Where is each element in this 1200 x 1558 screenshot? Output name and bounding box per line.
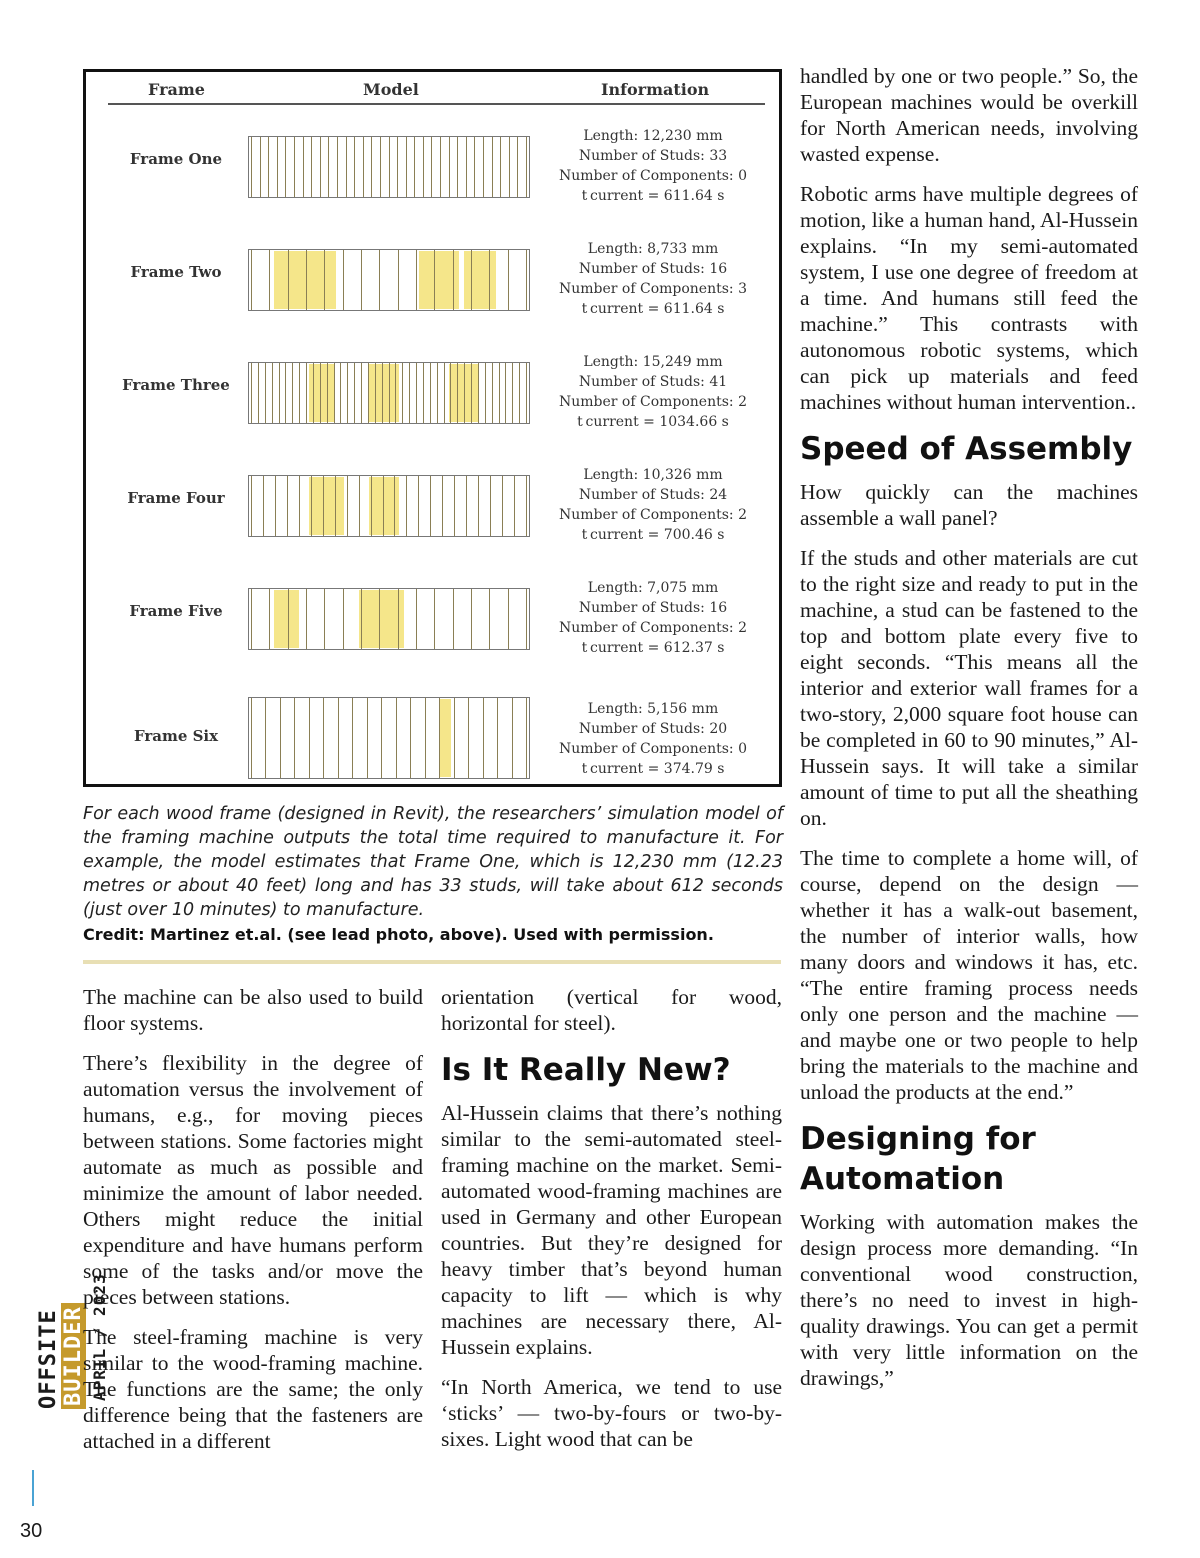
frame-stud	[303, 137, 304, 197]
frame-stud	[526, 250, 527, 310]
magazine-side-label	[36, 1229, 109, 1409]
frame-stud	[251, 698, 252, 778]
frame-stud	[442, 476, 443, 536]
frame-stud	[526, 476, 527, 536]
frame-stud	[505, 363, 506, 423]
frame-stud	[468, 698, 469, 778]
frame-stud	[389, 137, 390, 197]
frame-info	[538, 239, 768, 319]
frame-studs: Number of Studs: 16	[578, 600, 728, 616]
frame-row	[86, 689, 779, 789]
frame-stud	[406, 137, 407, 197]
frame-stud	[263, 476, 264, 536]
frame-stud	[464, 363, 465, 423]
paragraph: How quickly can the machines assemble a wall panel?	[800, 480, 1138, 530]
paragraph: If the studs and other materials are cut to the right size and ready to put in the machine, a stud can be fastened to the top and bottom plate every five to eight seconds. “This means all the interior and exterior wall frames for a two-story, 2,000 square foot house can be completed in 60 to 90 minutes,” Al-Hussein says. It will take a similar amount of time to put all the sheathing on.	[800, 546, 1138, 830]
frame-length: Length: 7,075 mm	[587, 580, 719, 596]
paragraph: The steel-framing machine is very similar to the wood-framing machine. The functions are the same; the only difference being that the fasteners are attached in a different	[83, 1325, 423, 1453]
frame-stud	[485, 363, 486, 423]
frame-stud	[279, 363, 280, 423]
frame-stud	[347, 476, 348, 536]
frame-stud	[285, 363, 286, 423]
frame-stud	[335, 476, 336, 536]
frame-stud	[361, 589, 362, 649]
frame-stud	[526, 137, 527, 197]
frame-stud	[410, 698, 411, 778]
section-heading-speed-of-assembly: Speed of Assembly	[800, 431, 1133, 467]
frame-model	[248, 475, 530, 537]
frame-stud	[439, 698, 440, 778]
frame-stud	[508, 589, 509, 649]
frame-stud	[288, 250, 289, 310]
frame-stud	[251, 250, 252, 310]
frame-component-panel	[274, 590, 299, 648]
frame-stud	[430, 363, 431, 423]
frame-components: Number of Components: 2	[558, 507, 747, 523]
frame-stud	[327, 363, 328, 423]
frame-stud	[292, 363, 293, 423]
frame-components: Number of Components: 2	[558, 620, 747, 636]
frame-row	[86, 576, 779, 676]
paragraph: Al-Hussein claims that there’s nothing similar to the semi-automated steel-framing machine on the market. Semi-automated wood-framing machines are used in Germany and other European countries. But they’re designed for heavy timber that’s beyond human capacity to lift — which is why machines are necessary there, Al-Hussein explains.	[441, 1101, 782, 1359]
frame-stud	[454, 698, 455, 778]
paragraph: orientation (vertical for wood, horizontal for steel).	[441, 985, 782, 1035]
frame-stud	[499, 363, 500, 423]
frame-stud	[361, 363, 362, 423]
frame-stud	[251, 363, 252, 423]
frame-row	[86, 463, 779, 563]
frame-stud	[352, 698, 353, 778]
frame-stud	[478, 476, 479, 536]
frame-label: Frame Four	[127, 489, 225, 507]
frame-stud	[334, 363, 335, 423]
frame-stud	[454, 476, 455, 536]
frame-length: Length: 15,249 mm	[583, 354, 723, 370]
frame-stud	[324, 589, 325, 649]
frame-stud	[361, 250, 362, 310]
frame-stud	[453, 589, 454, 649]
frame-stud	[294, 698, 295, 778]
frame-length: Length: 10,326 mm	[583, 467, 723, 483]
frame-stud	[383, 476, 384, 536]
frame-stud	[394, 476, 395, 536]
frame-stud	[437, 363, 438, 423]
frame-components: Number of Components: 3	[558, 281, 747, 297]
frame-stud	[512, 363, 513, 423]
frame-time: t current = 612.37 s	[581, 640, 725, 656]
header-model: Model	[363, 80, 419, 99]
frame-info	[538, 126, 768, 206]
frame-row	[86, 350, 779, 450]
frame-stud	[294, 137, 295, 197]
frame-stud	[431, 137, 432, 197]
article-column-2	[441, 984, 782, 1466]
frame-stud	[288, 589, 289, 649]
frame-stud	[478, 363, 479, 423]
frame-stud	[347, 363, 348, 423]
frame-stud	[416, 363, 417, 423]
frame-stud	[425, 698, 426, 778]
frame-component-panel	[309, 477, 344, 535]
frame-stud	[328, 137, 329, 197]
section-heading-designing-for-automation: Designing for Automation	[800, 1121, 1036, 1197]
frame-stud	[397, 137, 398, 197]
frame-stud	[466, 137, 467, 197]
frame-stud	[275, 476, 276, 536]
frame-stud	[414, 137, 415, 197]
frame-stud	[402, 363, 403, 423]
figure-header	[106, 80, 766, 104]
frame-row	[86, 124, 779, 224]
frame-model	[248, 249, 530, 311]
frame-model	[248, 136, 530, 198]
page-number: 30	[20, 1520, 43, 1542]
section-heading-is-it-really-new: Is It Really New?	[441, 1052, 731, 1088]
frame-stud	[416, 589, 417, 649]
frame-stud	[306, 363, 307, 423]
frame-stud	[508, 250, 509, 310]
frame-stud	[526, 589, 527, 649]
frame-stud	[343, 250, 344, 310]
frame-studs: Number of Studs: 20	[578, 721, 728, 737]
frame-stud	[440, 137, 441, 197]
frame-component-panel	[274, 251, 336, 309]
frame-stud	[354, 137, 355, 197]
frame-label: Frame Two	[130, 263, 222, 281]
frame-stud	[381, 698, 382, 778]
frame-stud	[497, 698, 498, 778]
frame-stud	[453, 250, 454, 310]
frame-stud	[398, 250, 399, 310]
frame-stud	[251, 589, 252, 649]
issue-date: APRIL / 2023	[90, 1273, 109, 1401]
frame-component-panel	[439, 699, 451, 777]
frame-studs: Number of Studs: 16	[578, 261, 728, 277]
frame-time: t current = 611.64 s	[581, 188, 725, 204]
frame-stud	[368, 363, 369, 423]
frame-stud	[423, 363, 424, 423]
frame-stud	[409, 363, 410, 423]
paragraph: The machine can be also used to build floor systems.	[83, 985, 423, 1035]
brand-builder: BUILDER	[61, 1303, 86, 1409]
frame-studs: Number of Studs: 33	[578, 148, 728, 164]
frame-stud	[423, 137, 424, 197]
paragraph: handled by one or two people.” So, the European machines would be overkill for North American needs, involving wasted expense.	[800, 64, 1138, 166]
frame-label: Frame Three	[122, 376, 230, 394]
frame-stud	[380, 137, 381, 197]
paragraph: There’s flexibility in the degree of automation versus the involvement of humans, e.g., for moving pieces between stations. Some factories might automate as much as possible and minimize the amount of labor needed. Others might reduce the initial expenditure and have humans perform some of the tasks and/or move the pieces between stations.	[83, 1051, 423, 1309]
frame-components: Number of Components: 0	[558, 741, 747, 757]
frame-stud	[483, 137, 484, 197]
frame-stud	[265, 363, 266, 423]
frame-model	[248, 362, 530, 424]
paragraph: “In North America, we tend to use ‘sticks’ — two-by-fours or two-by-sixes. Light wood that can be	[441, 1375, 782, 1451]
frame-model	[248, 588, 530, 650]
frame-stud	[457, 363, 458, 423]
frame-stud	[379, 250, 380, 310]
frame-stud	[418, 476, 419, 536]
figure-caption: For each wood frame (designed in Revit), the researchers’ simulation model of the framing machine outputs the total time required to manufacture it. For example, the model estimates that Frame One, which is 12,230 mm (12.23 metres or about 40 feet) long and has 33 studs, will take about 612 seconds (just over 10 minutes) to manufacture.	[83, 804, 783, 920]
frame-stud	[519, 363, 520, 423]
frame-stud	[434, 250, 435, 310]
frame-stud	[444, 363, 445, 423]
frame-stud	[398, 589, 399, 649]
frame-stud	[251, 137, 252, 197]
frame-stud	[320, 363, 321, 423]
frame-stud	[492, 137, 493, 197]
figure-header-rule	[108, 103, 765, 105]
frame-studs: Number of Studs: 24	[578, 487, 728, 503]
frame-stud	[379, 589, 380, 649]
frame-stud	[526, 698, 527, 778]
frame-time: t current = 1034.66 s	[577, 414, 729, 430]
frame-stud	[449, 137, 450, 197]
frame-stud	[313, 363, 314, 423]
frame-stud	[323, 476, 324, 536]
frame-stud	[466, 476, 467, 536]
frame-studs: Number of Studs: 41	[578, 374, 728, 390]
frame-stud	[430, 476, 431, 536]
brand-offsite: OFFSITE	[36, 1309, 61, 1409]
frame-stud	[324, 250, 325, 310]
paragraph: Robotic arms have multiple degrees of motion, like a human hand, Al-Hussein explains. “In my semi-automated system, I use one degree of freedom at a time. And humans still feed the machine.” This contrasts with autonomous robotic systems, which can pick up materials and feed machines without human intervention..	[800, 182, 1138, 414]
frame-stud	[311, 137, 312, 197]
frame-stud	[280, 698, 281, 778]
frame-stud	[483, 698, 484, 778]
frame-info	[538, 699, 768, 779]
frame-stud	[306, 250, 307, 310]
paragraph: Working with automation makes the design process more demanding. “In conventional wood construction, there’s no need to invest in high-quality drawings. You can get a permit with very little information on the drawings,”	[800, 1210, 1138, 1390]
frame-component-panel	[464, 251, 496, 309]
frame-time: t current = 374.79 s	[581, 761, 725, 777]
frame-stud	[490, 476, 491, 536]
frame-label: Frame Five	[129, 602, 223, 620]
frame-stud	[287, 476, 288, 536]
frame-stud	[323, 698, 324, 778]
frame-stud	[343, 589, 344, 649]
frame-stud	[375, 363, 376, 423]
side-accent-rule	[32, 1470, 34, 1506]
frame-stud	[406, 476, 407, 536]
paragraph: The time to complete a home will, of course, depend on the design — whether it has a walk-out basement, the number of interior walls, how many doors and windows it has, etc. “The entire framing process needs only one person and the machine — and maybe one or two people to help bring the materials to the machine and unload the products at the end.”	[800, 846, 1138, 1104]
header-frame: Frame	[148, 80, 205, 99]
frame-stud	[396, 698, 397, 778]
frame-label: Frame Six	[133, 727, 219, 745]
frame-stud	[416, 250, 417, 310]
frame-stud	[471, 250, 472, 310]
frame-stud	[258, 363, 259, 423]
frame-stud	[395, 363, 396, 423]
frame-stud	[299, 476, 300, 536]
frame-label: Frame One	[129, 150, 223, 168]
frame-stud	[269, 589, 270, 649]
frame-time: t current = 700.46 s	[581, 527, 725, 543]
frame-stud	[363, 137, 364, 197]
article-column-3	[800, 63, 1138, 1405]
frame-stud	[340, 363, 341, 423]
frame-stud	[492, 363, 493, 423]
frame-row	[86, 237, 779, 337]
frame-stud	[371, 137, 372, 197]
frame-stud	[265, 698, 266, 778]
frame-stud	[382, 363, 383, 423]
figure-credit: Credit: Martinez et.al. (see lead photo, above). Used with permission.	[83, 925, 714, 944]
frame-stud	[489, 589, 490, 649]
frame-model	[248, 697, 530, 779]
frame-length: Length: 12,230 mm	[583, 128, 723, 144]
frame-stud	[512, 698, 513, 778]
frame-components: Number of Components: 0	[558, 168, 747, 184]
frame-stud	[272, 363, 273, 423]
frame-info	[538, 352, 768, 432]
frame-stud	[268, 137, 269, 197]
frame-length: Length: 8,733 mm	[587, 241, 719, 257]
frame-components: Number of Components: 2	[558, 394, 747, 410]
frame-stud	[450, 363, 451, 423]
frame-stud	[311, 476, 312, 536]
frame-stud	[500, 137, 501, 197]
frame-stud	[371, 476, 372, 536]
frame-stud	[338, 698, 339, 778]
frame-stud	[517, 137, 518, 197]
frame-stud	[260, 137, 261, 197]
caption-divider	[83, 960, 781, 964]
frame-stud	[471, 363, 472, 423]
frame-stud	[526, 363, 527, 423]
frame-stud	[471, 589, 472, 649]
frame-stud	[367, 698, 368, 778]
frame-stud	[474, 137, 475, 197]
frame-stud	[359, 476, 360, 536]
frame-info	[538, 578, 768, 658]
frame-stud	[269, 250, 270, 310]
frame-time: t current = 611.64 s	[581, 301, 725, 317]
frame-stud	[457, 137, 458, 197]
frame-stud	[489, 250, 490, 310]
frame-length: Length: 5,156 mm	[587, 701, 719, 717]
frame-simulation-figure	[83, 69, 782, 787]
frame-stud	[277, 137, 278, 197]
frame-stud	[502, 476, 503, 536]
frame-stud	[509, 137, 510, 197]
frame-stud	[337, 137, 338, 197]
frame-stud	[306, 589, 307, 649]
frame-stud	[309, 698, 310, 778]
frame-stud	[354, 363, 355, 423]
frame-stud	[389, 363, 390, 423]
frame-stud	[299, 363, 300, 423]
frame-stud	[251, 476, 252, 536]
header-information: Information	[601, 80, 710, 99]
frame-info	[538, 465, 768, 545]
frame-stud	[346, 137, 347, 197]
frame-stud	[514, 476, 515, 536]
article-column-1	[83, 984, 423, 1468]
frame-stud	[285, 137, 286, 197]
frame-stud	[320, 137, 321, 197]
frame-stud	[434, 589, 435, 649]
